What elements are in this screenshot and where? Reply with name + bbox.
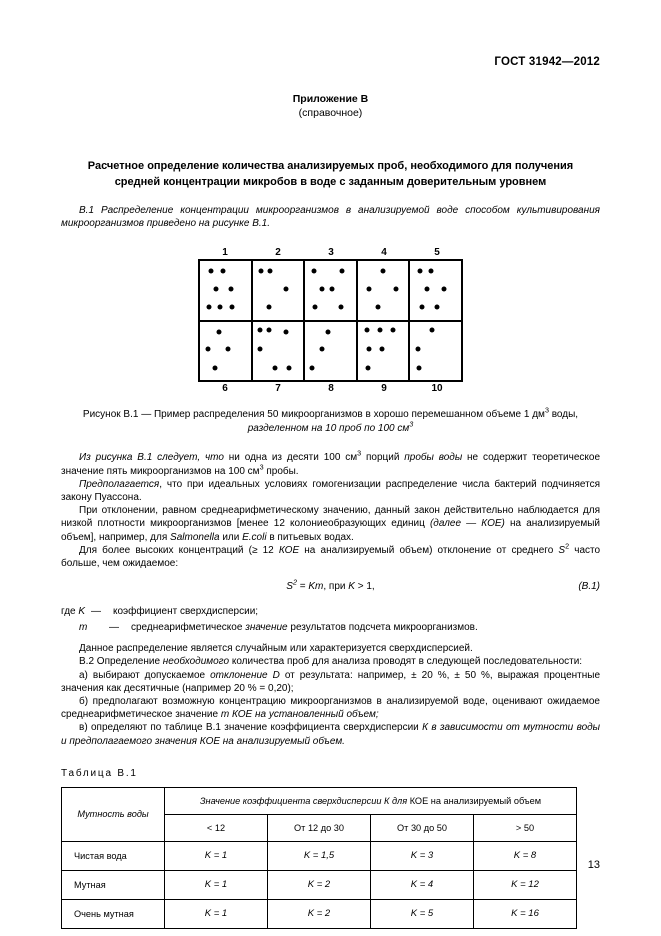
- figure-cell-label-9: 9: [381, 383, 387, 395]
- table-subheader-4: > 50: [474, 814, 577, 841]
- figure-dot: [366, 286, 371, 291]
- table-head: [62, 787, 577, 841]
- figure-dot: [310, 365, 315, 370]
- table-cell-value: K = 1: [204, 850, 228, 862]
- figure-cell-10: [408, 322, 461, 381]
- phrase-higher-f: часто больше, чем ожидаемое:: [61, 544, 601, 570]
- formula-cond-k: K: [348, 581, 355, 593]
- figure-caption-sup-1: 3: [544, 406, 549, 416]
- figure-cell-7: [251, 322, 304, 381]
- figure-cell-label-2: 2: [275, 247, 281, 259]
- figure-cell-label-5: 5: [434, 247, 440, 259]
- figure-cell-label-7: 7: [275, 383, 281, 395]
- phrase-item-b-2: m КОЕ на установленный объем;: [220, 709, 379, 721]
- figure-cell-label-10: 10: [431, 383, 443, 395]
- figure-dot: [259, 269, 264, 274]
- table-subheader-3: От 30 до 50: [371, 814, 474, 841]
- figure-dot: [424, 286, 429, 291]
- table-row-label-very-turbid: Очень мутная: [62, 899, 165, 928]
- figure-caption-text-a: Рисунок В.1 — Пример распределения 50 микроорганизмов в хорошо перемешанном объеме 1 дм: [82, 409, 545, 421]
- figure-dot: [312, 269, 317, 274]
- sup-cm3-b: 3: [259, 462, 264, 472]
- paragraph-b1: В.1 Распределение концентрации микроорганизмов в анализируемой воде способом культивирования микроорганизмов приведено на рисунке В.1.: [61, 205, 600, 230]
- phrase-b2-c: количества проб для анализа проводят в следующей последовательности:: [231, 656, 583, 668]
- phrase-water-sample: пробы воды: [404, 452, 463, 464]
- page-title-line-2: средней концентрации микробов в воде с заданным доверительным уровнем: [114, 176, 547, 188]
- figure-dot: [338, 305, 343, 310]
- definition-k-dash: —: [91, 606, 101, 618]
- table-cell-very-turbid-12-30: [268, 899, 371, 928]
- table-cell-value: K = 3: [410, 850, 434, 862]
- figure-cell-9: [356, 322, 409, 381]
- figure-dot: [364, 328, 369, 333]
- table-header-span-italic: Значение коэффициента сверхдисперсии К для: [199, 795, 408, 806]
- paragraph-deviation: [61, 504, 600, 544]
- figure-dot: [339, 269, 344, 274]
- table-header-span-normal: КОЕ на анализируемый объем: [409, 795, 542, 806]
- figure-caption-text-b: воды,: [548, 409, 579, 421]
- figure-dot: [365, 365, 370, 370]
- table-cell-clean-lt12: [165, 841, 268, 870]
- figure-grid-row-bottom: [200, 320, 461, 381]
- phrase-item-a-1: а) выбирают допускаемое: [79, 669, 206, 681]
- table-cell-value: K = 8: [513, 850, 537, 862]
- table-cell-value: K = 1: [204, 879, 228, 891]
- phrase-item-v-1: в) определяют по таблице В.1 значение коэффициента сверхдисперсии: [79, 722, 419, 734]
- page-title-line-1: Расчетное определение количества анализируемых проб, необходимого для получения: [87, 160, 574, 172]
- formula-b1-expression: [61, 577, 600, 593]
- phrase-sample: пробы.: [266, 465, 299, 477]
- phrase-or: или: [222, 531, 240, 543]
- figure-cell-6: [200, 322, 251, 381]
- figure-top-labels: [199, 246, 464, 259]
- figure-dot: [393, 286, 398, 291]
- table-row: [62, 841, 577, 870]
- figure-cell-1: [200, 261, 251, 320]
- formula-cond-rest: > 1,: [354, 581, 375, 593]
- phrase-assumed: Предполагается: [79, 478, 160, 490]
- paragraph-item-a: [61, 669, 600, 695]
- figure-dot: [435, 305, 440, 310]
- figure-dot: [273, 365, 278, 370]
- figure-dot: [230, 305, 235, 310]
- definition-m-symbol: m: [79, 622, 88, 634]
- table-cell-very-turbid-gt50: [474, 899, 577, 928]
- figure-dot: [428, 269, 433, 274]
- figure-dot: [320, 347, 325, 352]
- formula-b1-number: (В.1): [578, 581, 600, 593]
- table-cell-value: K = 16: [511, 908, 539, 920]
- figure-dot: [417, 365, 422, 370]
- phrase-ecoli: E.coli: [242, 531, 267, 543]
- phrase-b2-a: В.2 Определение: [79, 656, 161, 668]
- table-header-row-1: [62, 787, 577, 814]
- figure-dot: [366, 347, 371, 352]
- figure-dot: [207, 305, 212, 310]
- phrase-none-of-ten: ни одна из десяти 100 см: [228, 452, 358, 464]
- table-cell-turbid-12-30: [268, 870, 371, 899]
- table-cell-very-turbid-lt12: [165, 899, 268, 928]
- figure-dot: [257, 347, 262, 352]
- paragraph-higher-concentrations: [61, 541, 601, 570]
- formula-definitions: [61, 605, 600, 635]
- phrase-does-not-contain: не содержит теоретическое значение пять микроорганизмов на 100 см: [61, 452, 601, 477]
- figure-caption-sup-2: 3: [409, 419, 414, 429]
- figure-caption: [61, 408, 600, 435]
- figure-dot: [220, 269, 225, 274]
- page-title: [61, 158, 600, 190]
- figure-dot: [217, 329, 222, 334]
- figure-dot: [419, 305, 424, 310]
- phrase-item-b-1: б) предполагают возможную концентрацию микроорганизмов в анализируемой воде, оценивают ожидаемое среднеарифметическое значение: [61, 696, 600, 721]
- definition-m-post: результатов подсчета микроорганизмов.: [287, 622, 478, 634]
- page-header-standard-id: ГОСТ 31942—2012: [494, 56, 600, 68]
- table-cell-very-turbid-30-50: [371, 899, 474, 928]
- figure-cell-4: [356, 261, 409, 320]
- table-body: [62, 841, 577, 928]
- sup-s-squared: 2: [565, 541, 570, 551]
- definition-m-italic: значение: [245, 622, 288, 634]
- table-row-label-turbid: Мутная: [62, 870, 165, 899]
- document-content: [61, 0, 600, 929]
- definition-m: [61, 621, 600, 635]
- phrase-from-figure-follows: Из рисунка В.1 следует, что: [79, 452, 224, 464]
- sup-cm3-a: 3: [357, 449, 362, 459]
- phrase-higher-a: Для более высоких концентраций (≥ 12: [79, 544, 274, 556]
- figure-caption-text-c: разделенном на 10 проб по 100 см: [247, 422, 410, 434]
- definition-m-text: [131, 621, 600, 635]
- figure-dot: [206, 347, 211, 352]
- figure-caption-line-2: [61, 419, 600, 436]
- figure-bottom-labels: [199, 382, 464, 395]
- figure-dot: [267, 305, 272, 310]
- table-cell-value: K = 1: [204, 908, 228, 920]
- table-cell-clean-30-50: [371, 841, 474, 870]
- formula-equals: =: [296, 581, 309, 593]
- phrase-deviation-a: При отклонении, равном среднеарифметическому значению, данный закон действительно наблюдается для низкой плотности микроорганизмов [менее 12 колониеобразующих единиц: [61, 505, 600, 530]
- table-cell-turbid-30-50: [371, 870, 474, 899]
- table-subheader-1: < 12: [165, 814, 268, 841]
- figure-dot: [267, 328, 272, 333]
- table-cell-value: K = 12: [511, 879, 539, 891]
- figure-dot: [418, 269, 423, 274]
- definition-k-letter: K: [78, 606, 86, 618]
- table-cell-turbid-lt12: [165, 870, 268, 899]
- figure-cell-label-1: 1: [222, 247, 228, 259]
- phrase-koe: КОЕ: [278, 544, 300, 556]
- definition-m-pre: среднеарифметическое: [131, 622, 246, 634]
- figure-cell-5: [408, 261, 461, 320]
- formula-s: S: [286, 581, 293, 593]
- phrase-higher-c: на анализируемый объем) отклонение от среднего: [304, 544, 554, 556]
- figure-dot: [213, 365, 218, 370]
- figure-dot: [380, 347, 385, 352]
- phrase-assumed-rest: , что при идеальных условиях гомогенизации распределение числа бактерий подчиняется закону Пуассона.: [61, 478, 600, 504]
- figure-dot: [209, 269, 214, 274]
- paragraph-item-v: [61, 721, 600, 747]
- paragraph-from-figure: [61, 451, 600, 477]
- formula-km: Km: [308, 581, 324, 593]
- figure-dot: [287, 365, 292, 370]
- formula-cond-pre: , при: [323, 581, 349, 593]
- figure-dot: [325, 329, 330, 334]
- figure-dot: [283, 329, 288, 334]
- table-cell-value: K = 2: [307, 908, 331, 920]
- figure-dot: [391, 328, 396, 333]
- figure-dot: [218, 305, 223, 310]
- figure-dot: [214, 286, 219, 291]
- table-subheader-2: От 12 до 30: [268, 814, 371, 841]
- appendix-title: Приложение В: [292, 93, 369, 105]
- phrase-koe-definition: (далее — КОЕ): [429, 518, 505, 530]
- phrase-in-drinking-water: в питьевых водах.: [269, 531, 354, 543]
- table-b1: [61, 787, 577, 929]
- figure-dot: [313, 305, 318, 310]
- table-row-label-clean: Чистая вода: [62, 841, 165, 870]
- table-cell-value: K = 1,5: [303, 850, 335, 862]
- where-label: где: [61, 606, 76, 618]
- table-cell-turbid-gt50: [474, 870, 577, 899]
- table-cell-value: K = 2: [307, 879, 331, 891]
- figure-grid: [198, 259, 463, 382]
- phrase-b2-required: необходимого: [162, 656, 230, 668]
- figure-cell-8: [303, 322, 356, 381]
- figure-dot: [416, 347, 421, 352]
- figure-cell-label-3: 3: [328, 247, 334, 259]
- table-header-turbidity: Мутность воды: [62, 787, 165, 841]
- phrase-deviation-c: на анализируемый объем], например, для: [61, 518, 600, 543]
- paragraph-b2-intro: [61, 655, 600, 668]
- figure-dot: [376, 305, 381, 310]
- figure-cell-label-4: 4: [381, 247, 387, 259]
- table-cell-value: K = 5: [410, 908, 434, 920]
- table-cell-clean-gt50: [474, 841, 577, 870]
- figure-cell-2: [251, 261, 304, 320]
- table-cell-value: K = 4: [410, 879, 434, 891]
- figure-cell-label-8: 8: [328, 383, 334, 395]
- table-row: [62, 870, 577, 899]
- figure-dot: [378, 328, 383, 333]
- paragraph-assumption: [61, 478, 600, 504]
- figure-dot: [320, 286, 325, 291]
- table-row: [62, 899, 577, 928]
- figure-dot: [226, 347, 231, 352]
- table-header-span: [165, 787, 577, 814]
- formula-s-sup: 2: [292, 577, 297, 587]
- symbol-s: S: [558, 544, 566, 556]
- figure-cell-3: [303, 261, 356, 320]
- figure-dot: [267, 269, 272, 274]
- figure-dot: [429, 328, 434, 333]
- figure-dot: [283, 286, 288, 291]
- figure-dot: [330, 286, 335, 291]
- formula-b1-row: [61, 577, 600, 595]
- definition-k-symbol: [61, 605, 91, 619]
- figure-dot: [380, 269, 385, 274]
- phrase-item-v-2: К в зависимости от мутности воды и предполагаемого значения КОЕ на анализируемый объем.: [61, 722, 601, 747]
- table-caption: Таблица В.1: [61, 767, 138, 779]
- phrase-salmonella: Salmonella: [170, 531, 220, 543]
- appendix-subtitle: (справочное): [298, 107, 363, 119]
- definition-k: [61, 605, 600, 619]
- page-number: 13: [587, 859, 600, 871]
- figure-cell-label-6: 6: [222, 383, 228, 395]
- definition-m-dash: —: [109, 622, 119, 634]
- paragraph-item-b: [61, 695, 600, 721]
- figure-dot: [441, 286, 446, 291]
- figure-dot: [229, 286, 234, 291]
- phrase-item-a-deviation-d: отклонение D: [210, 669, 280, 681]
- definition-k-text: коэффициент сверхдисперсии;: [113, 606, 259, 618]
- paragraph-random-distribution: Данное распределение является случайным или характеризуется сверхдисперсией.: [79, 643, 473, 655]
- figure-b1: [61, 246, 600, 435]
- figure-dot: [258, 328, 263, 333]
- table-cell-clean-12-30: [268, 841, 371, 870]
- phrase-portions: порций: [365, 452, 400, 464]
- phrase-item-a-3: от результата: например, ± 20 %, ± 50 %, выражая процентные значения как десятичные (например 20 % = 0,20);: [61, 669, 601, 694]
- figure-grid-row-top: [200, 261, 461, 320]
